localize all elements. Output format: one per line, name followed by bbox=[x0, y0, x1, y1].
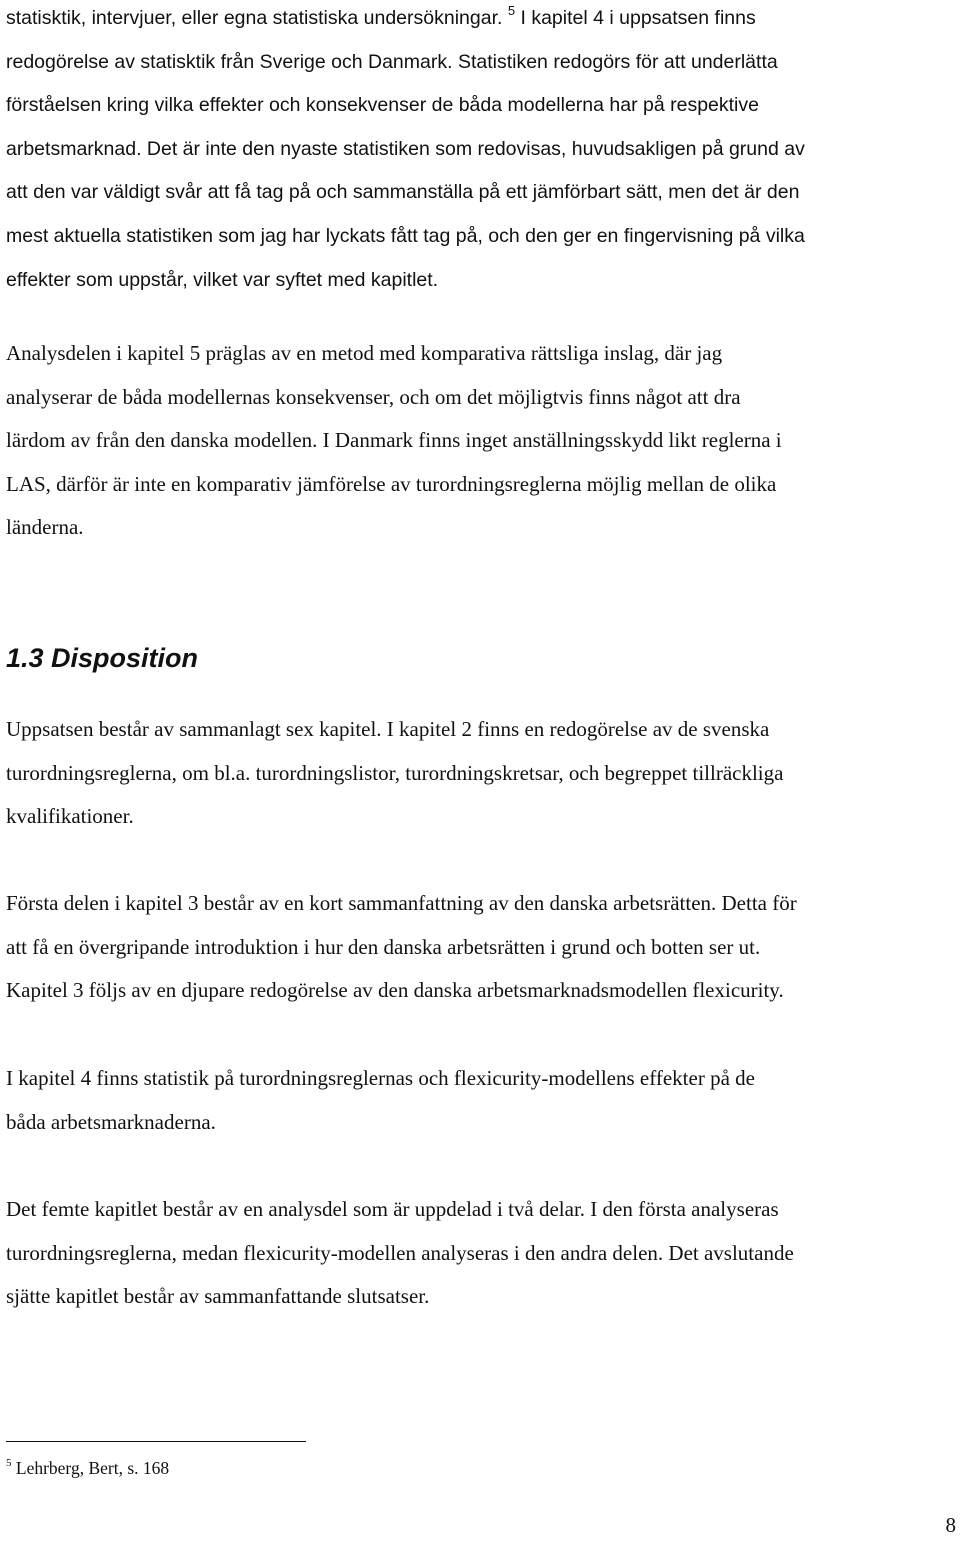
text-line: länderna. bbox=[6, 515, 84, 540]
paragraph-analysis bbox=[6, 332, 782, 550]
text-line: Kapitel 3 följs av en djupare redogörelse av den danska arbetsmarknadsmodellen flexicurity. bbox=[6, 978, 784, 1003]
text-line: arbetsmarknad. Det är inte den nyaste statistiken som redovisas, huvudsakligen på grund av bbox=[6, 137, 805, 160]
text-line: båda arbetsmarknaderna. bbox=[6, 1109, 216, 1134]
paragraph-statistics bbox=[6, 0, 805, 302]
page-number: 8 bbox=[945, 1513, 956, 1537]
text-line: lärdom av från den danska modellen. I Danmark finns inget anställningsskydd likt reglerna i bbox=[6, 428, 782, 453]
text-line: att få en övergripande introduktion i hur den danska arbetsrätten i grund och botten ser ut. bbox=[6, 934, 761, 959]
text-line: Uppsatsen består av sammanlagt sex kapitel. I kapitel 2 finns en redogörelse av de svenska bbox=[6, 717, 770, 741]
footnote-reference: 5 bbox=[507, 3, 516, 18]
footnote-number: 5 bbox=[6, 1457, 12, 1469]
paragraph-disposition-intro bbox=[6, 708, 783, 839]
footnote bbox=[6, 1456, 169, 1480]
text-line: att den var väldigt svår att få tag på och sammanställa på ett jämförbart sätt, men det är den bbox=[6, 181, 800, 204]
text-fragment: I kapitel 4 i uppsatsen finns bbox=[520, 7, 756, 29]
text-line: redogörelse av statisktik från Sverige och Danmark. Statistiken redogörs för att underlätta bbox=[6, 50, 778, 73]
section-heading: 1.3 Disposition bbox=[6, 643, 199, 673]
text-line: kvalifikationer. bbox=[6, 804, 134, 829]
paragraph-chapter-3 bbox=[6, 882, 797, 1013]
text-line: I kapitel 4 finns statistik på turordningsreglernas och flexicurity-modellens effekter på de bbox=[6, 1066, 755, 1090]
text-line: LAS, därför är inte en komparativ jämförelse av turordningsreglerna möjlig mellan de olika bbox=[6, 471, 777, 496]
text-line: Första delen i kapitel 3 består av en kort sammanfattning av den danska arbetsrätten. Detta för bbox=[6, 891, 797, 915]
text-line: mest aktuella statistiken som jag har lyckats fått tag på, och den ger en fingervisning på vilka bbox=[6, 224, 805, 247]
text-line: turordningsreglerna, om bl.a. turordningslistor, turordningskretsar, och begreppet tillräckliga bbox=[6, 760, 784, 785]
footnote-text: Lehrberg, Bert, s. 168 bbox=[15, 1458, 170, 1478]
text-line: Analysdelen i kapitel 5 präglas av en metod med komparativa rättsliga inslag, där jag bbox=[6, 341, 723, 365]
text-line: analyserar de båda modellernas konsekvenser, och om det möjligtvis finns något att dra bbox=[6, 384, 741, 409]
footnote-divider bbox=[6, 1441, 306, 1442]
text-line: sjätte kapitlet består av sammanfattande slutsatser. bbox=[6, 1284, 430, 1309]
paragraph-chapters-5-6 bbox=[6, 1188, 794, 1319]
text-line: Det femte kapitlet består av en analysdel som är uppdelad i två delar. I den första analyseras bbox=[6, 1197, 779, 1221]
text-line: turordningsreglerna, medan flexicurity-modellen analyseras i den andra delen. Det avslutande bbox=[6, 1240, 794, 1265]
text-line: effekter som uppstår, vilket var syftet med kapitlet. bbox=[6, 268, 439, 291]
paragraph-chapter-4 bbox=[6, 1057, 755, 1144]
text-line: förståelsen kring vilka effekter och konsekvenser de båda modellerna har på respektive bbox=[6, 94, 759, 117]
text-fragment: statisktik, intervjuer, eller egna statistiska undersökningar. bbox=[6, 7, 503, 29]
text-line bbox=[6, 0, 805, 41]
